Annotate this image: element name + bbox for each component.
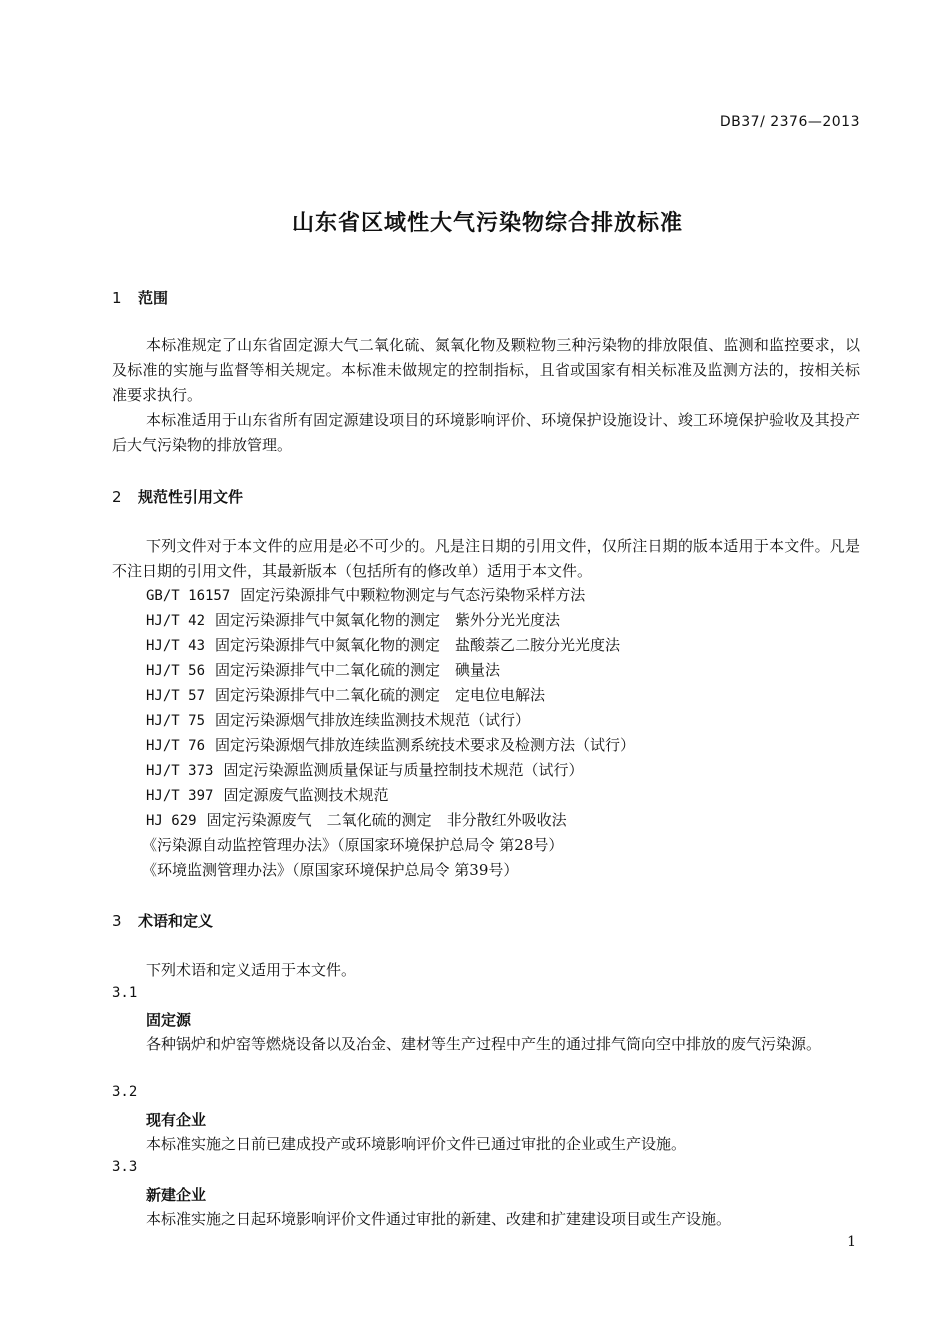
reference-item <box>146 808 567 834</box>
reference-item <box>146 583 585 609</box>
reference-code: HJ/T 76 <box>146 738 206 754</box>
section-title: 规范性引用文件 <box>138 488 244 506</box>
reference-item <box>146 758 583 784</box>
reference-title: 固定污染源废气 二氧化硫的测定 非分散红外吸收法 <box>206 811 567 829</box>
section-number: 1 <box>112 289 122 307</box>
standard-code: DB37/ 2376—2013 <box>719 114 860 130</box>
regulation-item: 《污染源自动监控管理办法》（原国家环境保护总局令 第28号） <box>142 836 564 854</box>
clause-number: 3.3 <box>112 1159 138 1175</box>
page-number: 1 <box>847 1234 856 1250</box>
term-definition: 各种锅炉和炉窑等燃烧设备以及冶金、建材等生产过程中产生的通过排气筒向空中排放的废气污染源。 <box>146 1035 822 1053</box>
reference-code: HJ/T 42 <box>146 613 206 629</box>
term-definition: 本标准实施之日起环境影响评价文件通过审批的新建、改建和扩建建设项目或生产设施。 <box>146 1210 732 1228</box>
reference-item <box>146 608 560 634</box>
reference-item <box>146 708 530 734</box>
section-3-heading <box>112 910 213 931</box>
reference-item <box>146 683 545 709</box>
scope-paragraph-1: 本标准规定了山东省固定源大气二氧化硫、氮氧化物及颗粒物三种污染物的排放限值、监测和监控要求，以及标准的实施与监督等相关规定。本标准未做规定的控制指标，且省或国家有相关标准及监测方法的，按相关标准要求执行。 <box>112 336 860 404</box>
term-name: 新建企业 <box>146 1186 207 1204</box>
reference-title: 固定污染源排气中二氧化硫的测定 碘量法 <box>215 661 501 679</box>
reference-title: 固定污染源烟气排放连续监测技术规范（试行） <box>215 711 531 729</box>
document-title: 山东省区域性大气污染物综合排放标准 <box>291 211 683 236</box>
reference-code: HJ/T 75 <box>146 713 206 729</box>
reference-code: HJ/T 56 <box>146 663 206 679</box>
term-definition: 本标准实施之日前已建成投产或环境影响评价文件已通过审批的企业或生产设施。 <box>146 1135 687 1153</box>
references-intro-paragraph: 下列文件对于本文件的应用是必不可少的。凡是注日期的引用文件，仅所注日期的版本适用于本文件。凡是不注日期的引用文件，其最新版本（包括所有的修改单）适用于本文件。 <box>112 537 860 580</box>
section-number: 2 <box>112 488 122 506</box>
section-title: 范围 <box>138 289 169 307</box>
clause-number: 3.2 <box>112 1084 138 1100</box>
section-1-heading <box>112 287 168 308</box>
regulation-item: 《环境监测管理办法》（原国家环境保护总局令 第39号） <box>142 861 519 879</box>
reference-code: GB/T 16157 <box>146 588 231 604</box>
reference-title: 固定源废气监测技术规范 <box>223 786 389 804</box>
reference-code: HJ/T 57 <box>146 688 206 704</box>
reference-title: 固定污染源排气中颗粒物测定与气态污染物采样方法 <box>240 586 586 604</box>
section-2-heading <box>112 486 243 507</box>
reference-item <box>146 733 635 759</box>
reference-code: HJ/T 43 <box>146 638 206 654</box>
clause-number: 3.1 <box>112 985 138 1001</box>
reference-code: HJ/T 397 <box>146 788 214 804</box>
term-name: 固定源 <box>146 1011 192 1029</box>
terms-intro-paragraph: 下列术语和定义适用于本文件。 <box>146 961 357 979</box>
term-name: 现有企业 <box>146 1111 207 1129</box>
reference-title: 固定污染源排气中二氧化硫的测定 定电位电解法 <box>215 686 546 704</box>
section-number: 3 <box>112 912 122 930</box>
reference-title: 固定污染源排气中氮氧化物的测定 紫外分光光度法 <box>215 611 561 629</box>
reference-title: 固定污染源烟气排放连续监测系统技术要求及检测方法（试行） <box>215 736 636 754</box>
reference-title: 固定污染源排气中氮氧化物的测定 盐酸萘乙二胺分光光度法 <box>215 636 621 654</box>
scope-paragraph-2: 本标准适用于山东省所有固定源建设项目的环境影响评价、环境保护设施设计、竣工环境保护验收及其投产后大气污染物的排放管理。 <box>112 411 860 454</box>
section-title: 术语和定义 <box>138 912 214 930</box>
reference-code: HJ 629 <box>146 813 197 829</box>
reference-code: HJ/T 373 <box>146 763 214 779</box>
reference-item <box>146 783 388 809</box>
reference-item <box>146 633 620 659</box>
reference-item <box>146 658 500 684</box>
reference-title: 固定污染源监测质量保证与质量控制技术规范（试行） <box>223 761 584 779</box>
